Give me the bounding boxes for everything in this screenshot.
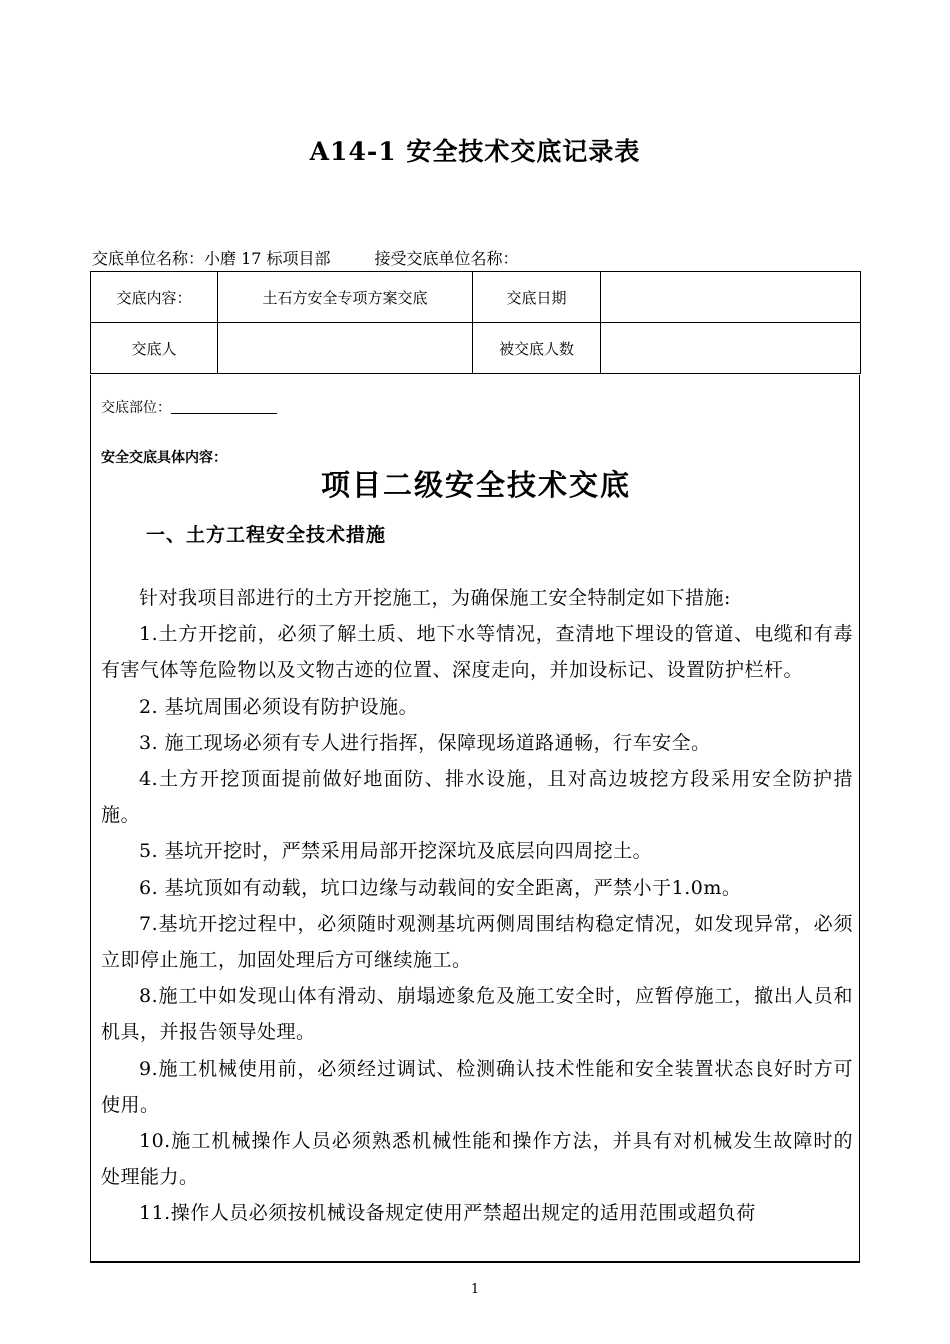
paragraph: 5. 基坑开挖时，严禁采用局部开挖深坑及底层向四周挖土。 <box>139 840 653 863</box>
location-blank <box>171 399 277 414</box>
paragraph: 11.操作人员必须按机械设备规定使用严禁超出规定的适用范围或超负荷 <box>139 1202 756 1225</box>
table-row <box>91 272 861 323</box>
paragraph: 9.施工机械使用前，必须经过调试、检测确认技术性能和安全装置状态良好时方可使用。 <box>101 1057 853 1116</box>
paragraph: 6. 基坑顶如有动载，坑口边缘与动载间的安全距离，严禁小于1.0m。 <box>139 876 742 899</box>
main-heading: 项目二级安全技术交底 <box>320 468 631 502</box>
paragraph: 3. 施工现场必须有专人进行指挥，保障现场道路通畅，行车安全。 <box>139 731 711 754</box>
header-line <box>92 246 519 269</box>
location-label: 交底部位： <box>101 400 171 416</box>
page-number: 1 <box>470 1282 480 1297</box>
paragraph: 10.施工机械操作人员必须熟悉机械性能和操作方法，并具有对机械发生故障时的处理能力。 <box>101 1130 853 1189</box>
content-box <box>90 375 860 1263</box>
section-heading: 一、土方工程安全技术措施 <box>146 524 387 546</box>
paragraph: 7.基坑开挖过程中，必须随时观测基坑两侧周围结构稳定情况，如发现异常，必须立即停止施工，加固处理后方可继续施工。 <box>101 912 853 972</box>
paragraph: 8.施工中如发现山体有滑动、崩塌迹象危及施工安全时，应暂停施工，撤出人员和机具，并报告领导处理。 <box>101 985 853 1044</box>
specific-content-label: 安全交底具体内容： <box>101 450 227 466</box>
document-title: A14-1 安全技术交底记录表 <box>309 137 641 166</box>
count-label-cell: 被交底人数 <box>473 323 601 374</box>
person-value-cell <box>218 323 473 374</box>
table-row <box>91 323 861 374</box>
meta-table <box>90 271 861 374</box>
date-label-cell: 交底日期 <box>473 272 601 323</box>
body-text <box>101 580 853 1232</box>
count-value-cell <box>601 323 861 374</box>
paragraph: 针对我项目部进行的土方开挖施工，为确保施工安全特制定如下措施: <box>139 587 731 609</box>
date-value-cell <box>601 272 861 323</box>
content-value-cell: 土石方安全专项方案交底 <box>218 272 473 323</box>
location-line <box>101 397 277 417</box>
person-label-cell: 交底人 <box>91 323 218 374</box>
paragraph: 1.土方开挖前，必须了解土质、地下水等情况，查清地下埋设的管道、电缆和有毒有害气体等危险物以及文物古迹的位置、深度走向，并加设标记、设置防护栏杆。 <box>101 623 853 682</box>
paragraph: 4.土方开挖顶面提前做好地面防、排水设施，且对高边坡挖方段采用安全防护措施。 <box>101 768 853 827</box>
issuing-unit-label: 交底单位名称：小磨 17 标项目部 <box>92 249 331 268</box>
content-label-cell: 交底内容： <box>91 272 218 323</box>
receiving-unit-label: 接受交底单位名称： <box>374 249 519 268</box>
paragraph: 2. 基坑周围必须设有防护设施。 <box>139 695 419 718</box>
